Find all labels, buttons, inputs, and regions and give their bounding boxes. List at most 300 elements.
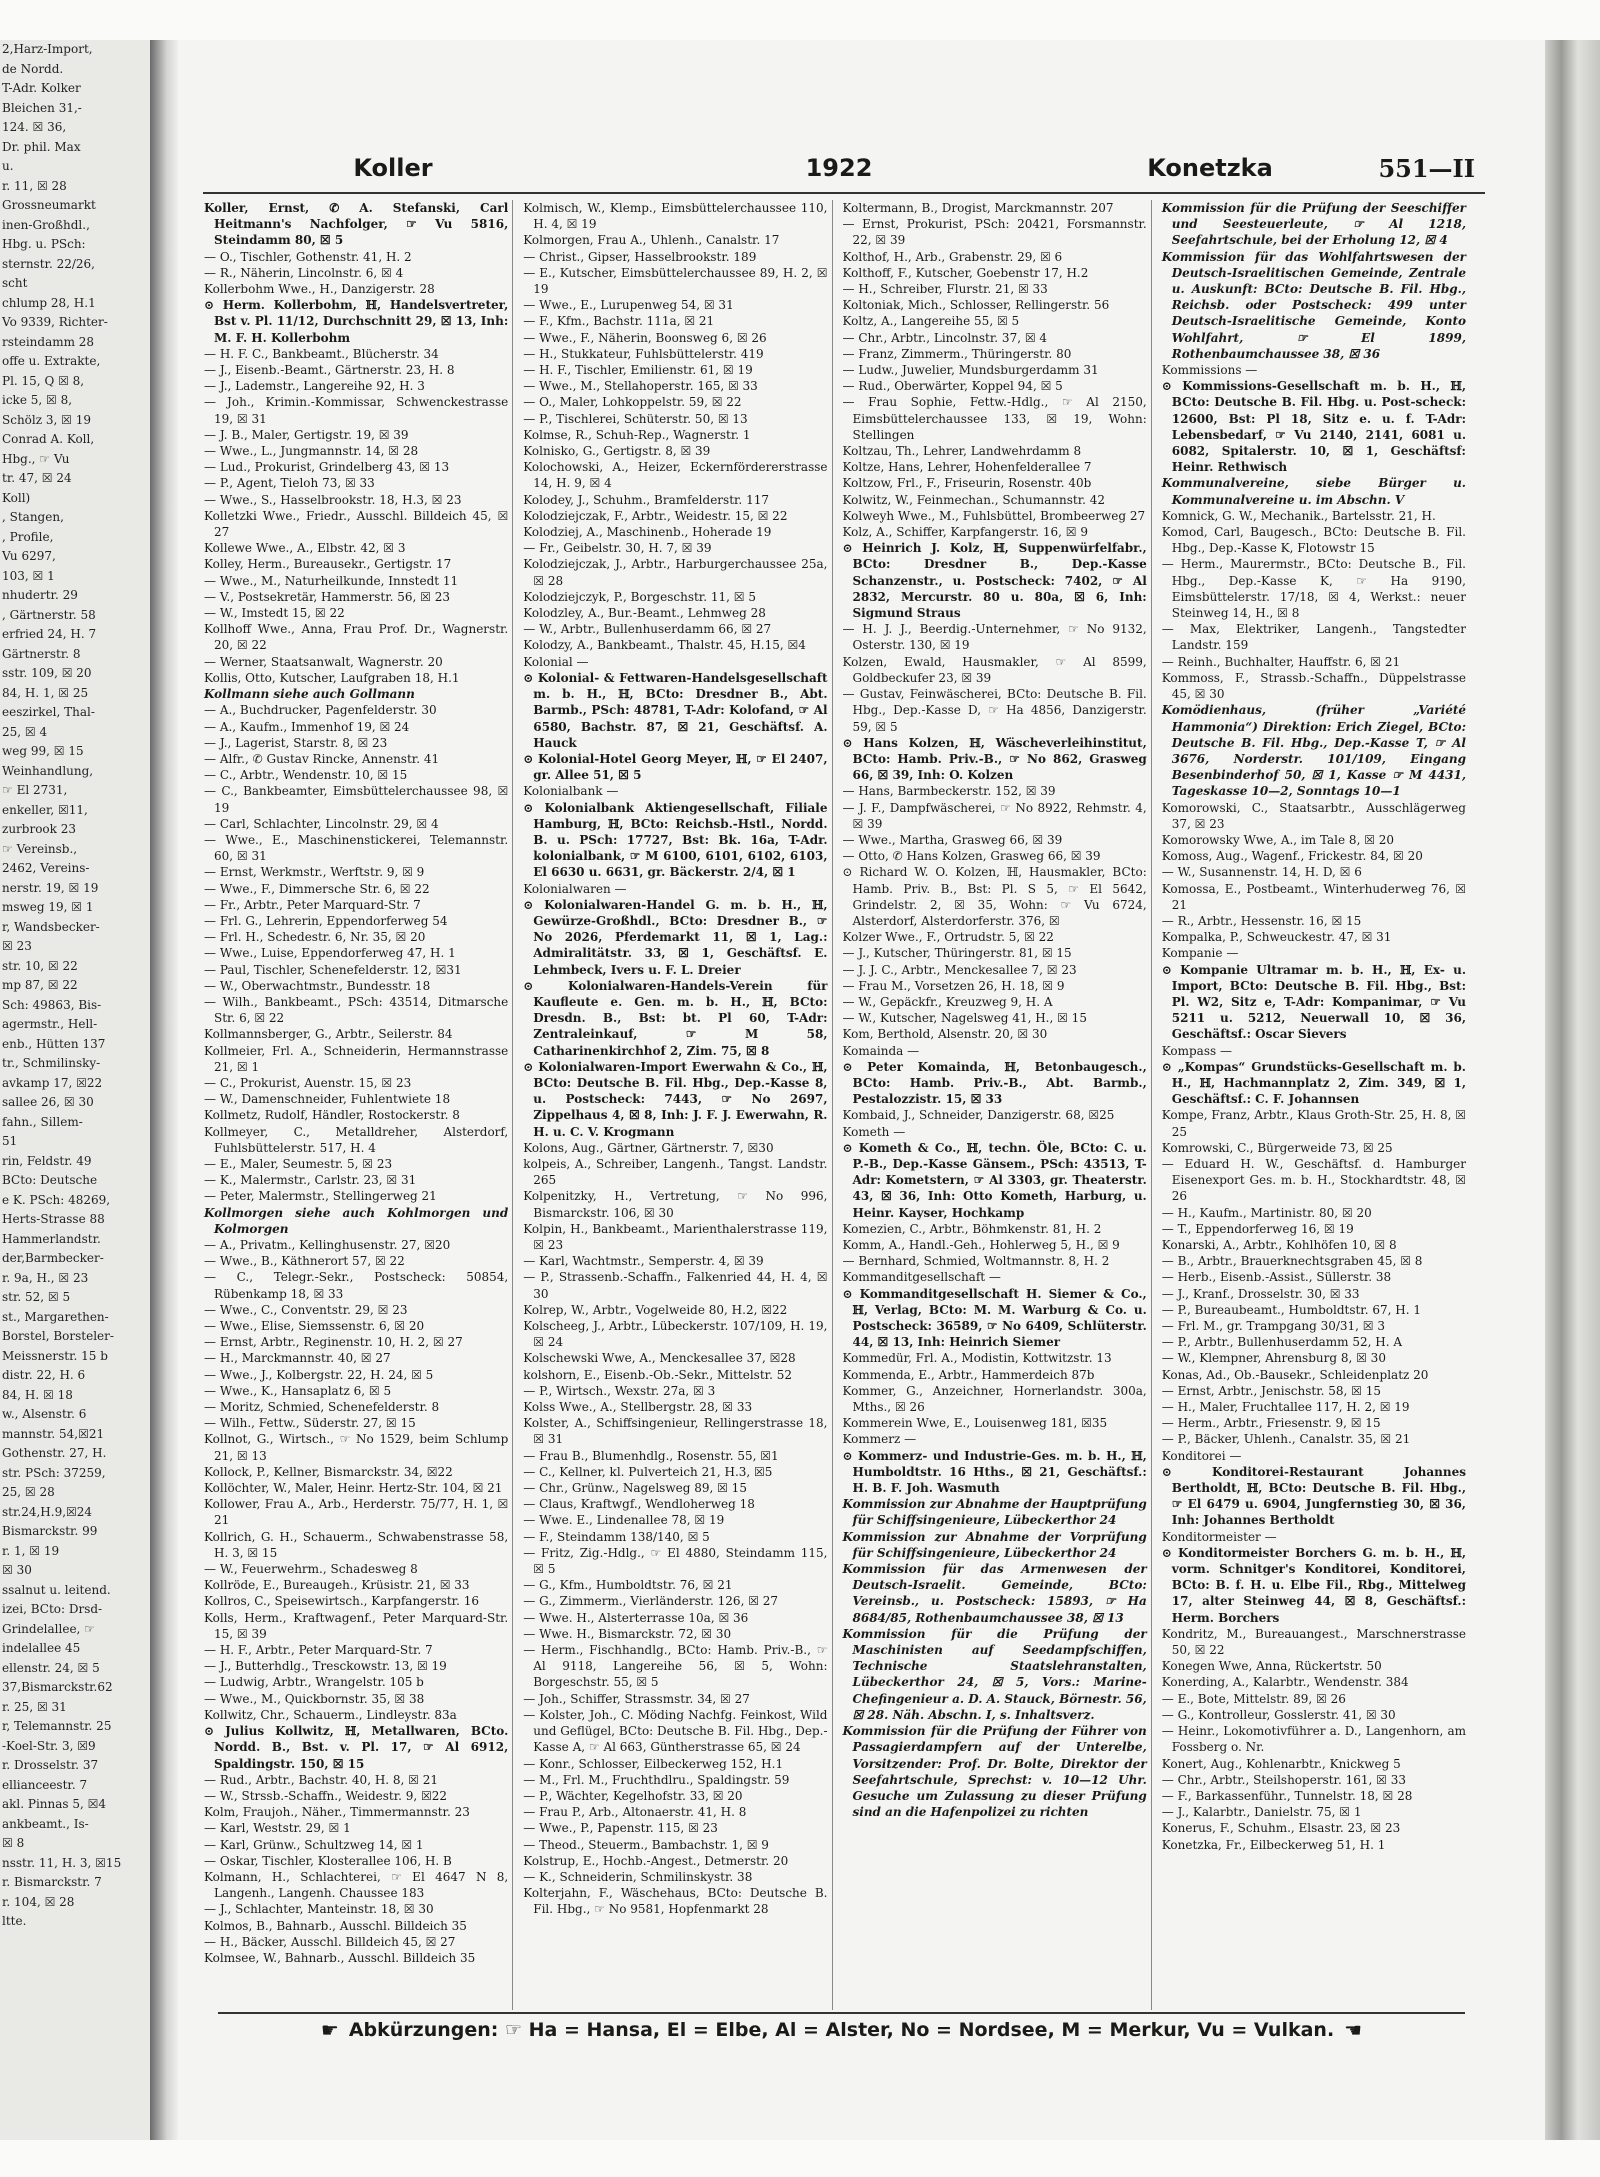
fragment-line: Sch: 49863, Bis- [2,997,102,1012]
directory-entry: Koltz, A., Langereihe 55, ☒ 5 [842,314,1020,329]
directory-entry: ⊙ Kolonialwaren-Handels-Verein für Kaufleute e. Gen. m. b. H., ℍ, BCto: Dresdn. B., Bst: bt. Pl 60, T-Adr: Zentraleinkauf, ☞ M 58, Catharinenkirchhof 2, Zim. 75, ☒ 8 [523,978,828,1058]
directory-entry: Komossa, E., Postbeamt., Winterhuderweg 76, ☒ 21 [1161,881,1466,912]
directory-entry: — R., Näherin, Lincolnstr. 6, ☒ 4 [204,265,404,280]
fragment-line: r. 25, ☒ 31 [2,1699,67,1714]
directory-entry: — Frl. H., Schedestr. 6, Nr. 35, ☒ 20 [204,930,426,945]
fragment-line: mannstr. 54,☒21 [2,1426,105,1441]
directory-entry: — Moritz, Schmied, Schenefelderstr. 8 [204,1400,440,1415]
directory-entry: Kollerbohm Wwe., H., Danzigerstr. 28 [204,282,435,297]
book-gutter [150,40,178,2140]
fragment-line: nerstr. 19, ☒ 19 [2,880,99,895]
fragment-line: sternstr. 22/26, [2,256,95,271]
directory-entry: — Wwe., B., Käthnerort 57, ☒ 22 [204,1254,405,1269]
directory-entry: — H. J. J., Beerdig.-Unternehmer, ☞ No 9132, Osterstr. 130, ☒ 19 [842,622,1147,653]
fragment-line: 51 [2,1134,18,1148]
directory-entry: — Konr., Schlosser, Eilbeckerweg 152, H.1 [523,1756,784,1771]
directory-entry: Kolscheeg, J., Arbtr., Lübeckerstr. 107/109, H. 19, ☒ 24 [523,1319,828,1350]
directory-entry: — B., Arbtr., Brauerknechtsgraben 45, ☒ 8 [1161,1254,1423,1269]
directory-entry: Kollöchter, W., Maler, Heinr. Hertz-Str. 104, ☒ 21 [204,1481,503,1496]
directory-entry: Konerus, F., Schuhm., Elsastr. 23, ☒ 23 [1161,1821,1401,1836]
fragment-line: Vu 6297, [2,549,56,563]
directory-entry: — Wwe., F., Näherin, Boonsweg 6, ☒ 26 [523,330,767,345]
directory-entry: Kollewe Wwe., A., Elbstr. 42, ☒ 3 [204,541,406,556]
directory-entry: — Gustav, Feinwäscherei, BCto: Deutsche B. Fil. Hbg., Dep.-Kasse D, ☞ Ha 4856, Danzigerstr. 59, ☒ 5 [842,687,1147,734]
directory-entry: — V., Postsekretär, Hammerstr. 56, ☒ 23 [204,589,450,604]
fragment-line: akl. Pinnas 5, ☒4 [2,1797,107,1811]
fragment-line: T-Adr. Kolker [2,81,81,95]
directory-entry: Kolonialbank — [523,784,619,799]
directory-entry: — H. F. C., Bankbeamt., Blücherstr. 34 [204,346,439,361]
footer-abbreviations: Abkürzungen: ☞ Ha = Hansa, El = Elbe, Al = Alster, No = Nordsee, M = Merkur, Vu = Vulkan. [348,2019,1335,2041]
directory-entry: — R., Arbtr., Hessenstr. 16, ☒ 15 [1161,913,1362,928]
directory-entry: Kolrep, W., Arbtr., Vogelweide 80, H.2, ☒22 [523,1302,788,1317]
directory-entry: Koltoniak, Mich., Schlosser, Rellingerstr. 56 [842,298,1110,313]
directory-entry: Kolthof, H., Arb., Grabenstr. 29, ☒ 6 [842,249,1063,264]
directory-entry: Komoss, Aug., Wagenf., Frickestr. 84, ☒ 20 [1161,849,1423,864]
header-year: 1922 [805,154,873,182]
directory-entry: ⊙ Kolonialbank Aktiengesellschaft, Filiale Hamburg, ℍ, BCto: Reichsb.-Hstl., Nordd. B. u. PSch: 17727, Bst: Bk. 16a, T-Adr. kolonialbank, ☞ M 6100, 6101, 6102, 6103, El 6630 u. 6631, gr. Bäckerstr. 2/4, ☒ 1 [523,800,828,880]
directory-entry: Komm, A., Handl.-Geh., Hohlerweg 5, H., ☒ 9 [842,1238,1120,1252]
directory-entry: Kolodziejczyk, P., Borgeschstr. 11, ☒ 5 [523,589,756,604]
directory-entry: Kolpenitzky, H., Vertretung, ☞ No 996, Bismarckstr. 106, ☒ 30 [523,1189,828,1220]
fragment-line: BCto: Deutsche [2,1173,98,1187]
directory-entry: — Eduard H. W., Geschäftsf. d. Hamburger Eisenexport Ges. m. b. H., Stockhardtstr. 48, ☒ 26 [1161,1156,1466,1204]
fragment-line: , Profile, [2,529,54,544]
fragment-line: ☞ Vereinsb., [2,841,78,856]
directory-entry: — P., Tischlerei, Schüterstr. 50, ☒ 13 [523,411,748,426]
directory-entry: — Chr., Grünw., Nagelsweg 89, ☒ 15 [523,1481,747,1496]
fragment-line: 37,Bismarckstr.62 [2,1680,113,1694]
directory-entry: — Otto, ✆ Hans Kolzen, Grasweg 66, ☒ 39 [842,849,1101,864]
directory-entry: Kolz, A., Schiffer, Karpfangerstr. 16, ☒ 9 [842,525,1088,540]
directory-entry: Koltzau, Th., Lehrer, Landwehrdamm 8 [842,444,1082,459]
fragment-line: ☒ 23 [2,939,32,953]
fragment-line: enb., Hütten 137 [2,1036,106,1051]
directory-entry: Kolletzki Wwe., Friedr., Ausschl. Billdeich 45, ☒ 27 [204,508,509,540]
directory-entry: — Wwe., K., Hansaplatz 6, ☒ 5 [204,1383,392,1398]
fragment-line: der,Barmbecker- [2,1251,104,1265]
directory-entry: — H. F., Arbtr., Peter Marquard-Str. 7 [204,1643,433,1658]
directory-entry: — Carl, Schlachter, Lincolnstr. 29, ☒ 4 [204,816,439,831]
directory-entry: — G., Kontrolleur, Gosslerstr. 41, ☒ 30 [1161,1707,1396,1722]
directory-entry: Kolstrup, E., Hochb.-Angest., Detmerstr. 20 [523,1853,789,1868]
directory-entry: — Ernst, Arbtr., Jenischstr. 58, ☒ 15 [1161,1383,1382,1398]
directory-entry: ⊙ Heinrich J. Kolz, ℍ, Suppenwürfelfabr., BCto: Dresdner B., Dep.-Kasse Schanzenstr., u. Postscheck: 7402, ☞ Al 2832, Mercurstr. 80 u. 80a, ☒ 6, Inh: Sigmund Straus [842,541,1147,621]
directory-entry: Koller, Ernst, ✆ A. Stefanski, Carl Heitmann's Nachfolger, ☞ Vu 5816, Steindamm 80, ☒ 5 [204,201,509,248]
directory-entry: Kolodzley, A., Bur.-Beamt., Lehmweg 28 [523,606,766,621]
fragment-line: rsteindamm 28 [2,334,95,349]
directory-entry: — F., Barkassenführ., Tunnelstr. 18, ☒ 28 [1161,1788,1413,1803]
directory-entry: Konditorei — [1161,1448,1242,1463]
fragment-line: ankbeamt., Is- [2,1816,89,1831]
column-1 [200,200,513,2010]
directory-entry: — G., Zimmerm., Vierländerstr. 126, ☒ 27 [523,1594,779,1609]
directory-entry: — Heinr., Lokomotivführer a. D., Langenhorn, am Fossberg o. Nr. [1161,1724,1466,1755]
directory-entry: Kommission für die Prüfung der Führer von Passagierdampfern auf der Unterelbe, Vorsitzender: Prof. Dr. Bolte, Direktor der Seefahrtschule, Sprechst: v. 10—12 Uhr. Gesuche um Zulassung zu dieser Prüfung sind an die Hafenpolizei zu richten [842,1724,1147,1820]
directory-entry: Kommunalvereine, siebe Bürger u. Kommunalvereine u. im Abschn. V [1161,476,1466,507]
directory-entry: — J., Kalarbtr., Danielstr. 75, ☒ 1 [1161,1805,1362,1820]
directory-entry: Kolodziejczak, J., Arbtr., Harburgerchaussee 25a, ☒ 28 [523,557,828,588]
directory-entry: — C., Kellner, kl. Pulverteich 21, H.3, ☒5 [523,1464,773,1479]
header-right-keyword: Konetzka [1147,154,1273,182]
directory-entry: — Reinh., Buchhalter, Hauffstr. 6, ☒ 21 [1161,654,1401,669]
directory-entry: — Kolster, Joh., C. Möding Nachfg. Feinkost, Wild und Geflügel, BCto: Deutsche B. Fil. Hbg., Dep.-Kasse A, ☞ Al 663, Güntherstrasse 65, ☒ 24 [523,1707,828,1755]
directory-entry: — G., Kfm., Humboldtstr. 76, ☒ 21 [523,1578,733,1593]
directory-entry: — Karl, Weststr. 29, ☒ 1 [204,1821,351,1836]
fragment-line: Conrad A. Koll, [2,432,95,446]
fragment-line: ellenstr. 24, ☒ 5 [2,1660,100,1675]
directory-entry: — A., Privatm., Kellinghusenstr. 27, ☒20 [204,1238,451,1252]
fragment-line: 25, ☒ 28 [2,1485,55,1499]
fragment-line: zurbrook 23 [2,822,77,836]
directory-entry: Kolterjahn, F., Wäschehaus, BCto: Deutsche B. Fil. Hbg., ☞ No 9581, Hopfenmarkt 28 [523,1886,828,1917]
directory-entry: Kommission für die Prüfung der Seeschiffer und Seesteuerleute, ☞ Al 1218, Seefahrtschule, bei der Erholung 12, ☒ 4 [1161,201,1466,248]
directory-entry: — Peter, Malermstr., Stellingerweg 21 [204,1189,437,1204]
directory-entry: — H., Kaufm., Martinistr. 80, ☒ 20 [1161,1205,1372,1220]
directory-entry: Kolweyh Wwe., M., Fuhlsbüttel, Brombeerweg 27 [842,508,1146,523]
directory-entry: — Theod., Steuerm., Bambachstr. 1, ☒ 9 [523,1837,769,1852]
directory-entry: Kollmetz, Rudolf, Händler, Rostockerstr. 8 [204,1108,460,1123]
fragment-line: sallee 26, ☒ 30 [2,1095,94,1109]
fragment-line: , Stangen, [2,510,64,524]
directory-entry: — Frau Sophie, Fettw.-Hdlg., ☞ Al 2150, Eimsbüttelerchaussee 133, ☒ 19, Wohn: Stellingen [842,395,1147,442]
directory-entry: — Wilh., Fettw., Süderstr. 27, ☒ 15 [204,1416,416,1431]
fragment-line: fahn., Sillem- [2,1114,83,1129]
directory-entry: — Karl, Grünw., Schultzweg 14, ☒ 1 [204,1837,424,1852]
directory-entry: — Wwe., M., Stellahoperstr. 165, ☒ 33 [523,379,758,394]
directory-entry: — Wwe., J., Kolbergstr. 22, H. 24, ☒ 5 [204,1367,434,1382]
directory-entry: — Rud., Oberwärter, Koppel 94, ☒ 5 [842,379,1063,394]
directory-entry: — Frau P., Arb., Altonaerstr. 41, H. 8 [523,1805,747,1820]
fragment-line: offe u. Extrakte, [2,354,101,368]
fragment-line: , Gärtnerstr. 58 [2,607,96,622]
directory-entry: ⊙ Kolonial-Hotel Georg Meyer, ℍ, ☞ El 2407, gr. Allee 51, ☒ 5 [523,751,828,783]
directory-entry: — Joh., Schiffer, Strassmstr. 34, ☒ 27 [523,1691,750,1706]
directory-entry: Konetzka, Fr., Eilbeckerweg 51, H. 1 [1161,1837,1386,1852]
directory-entry: Komorowski, C., Staatsarbtr., Ausschlägerweg 37, ☒ 23 [1161,800,1466,831]
directory-entry: Kolodey, J., Schuhm., Bramfelderstr. 117 [523,492,769,507]
fragment-line: 25, ☒ 4 [2,724,48,739]
directory-entry: — Wwe., M., Quickbornstr. 35, ☒ 38 [204,1691,425,1706]
directory-entry: — K., Schneiderin, Schmilinskystr. 38 [523,1869,753,1884]
directory-entry: Kolonial — [523,654,589,669]
directory-entry: Komödienhaus, (früher „Variété Hammonia“) Direktion: Erich Ziegel, BCto: Deutsche B. Fil. Hbg., Dep.-Kasse T, ☞ Al 3676, Norderstr. 101/109, Eingang Besenbinderhof 50, ☒ 1, Kasse ☞ M 4431, Tageskasse 10—2, Sonntags 10—1 [1161,703,1466,799]
directory-entry: — Chr., Arbtr., Steilshoperstr. 161, ☒ 33 [1161,1772,1406,1787]
pointing-hand-left-icon: ☛ [320,2018,339,2042]
directory-entry: — Herm., Arbtr., Friesenstr. 9, ☒ 15 [1161,1416,1381,1431]
directory-entry: — P., Arbtr., Bullenhuserdamm 52, H. A [1161,1335,1402,1350]
directory-entry: Kolss Wwe., A., Stellbergstr. 28, ☒ 33 [523,1400,753,1415]
fragment-line: r. Bismarckstr. 7 [2,1875,102,1889]
directory-entry: Kollnot, G., Wirtsch., ☞ No 1529, beim Schlump 21, ☒ 13 [204,1432,509,1463]
fragment-line: str. 52, ☒ 5 [2,1290,71,1304]
directory-entry: — Wwe., Elise, Siemssenstr. 6, ☒ 20 [204,1319,425,1334]
fragment-line: r. 1, ☒ 19 [2,1543,60,1558]
directory-entry: — Herm., Fischhandlg., BCto: Hamb. Priv.-B., ☞ Al 9118, Langereihe 56, ☒ 5, Wohn: Borgeschstr. 55, ☒ 5 [523,1643,828,1690]
directory-entry: Kommoss, F., Strassb.-Schaffn., Düppelstrasse 45, ☒ 30 [1161,670,1466,702]
directory-entry: Kolls, Herm., Kraftwagenf., Peter Marquard-Str. 15, ☒ 39 [204,1610,509,1641]
directory-entry: Kompanie — [1161,946,1239,961]
directory-entry: Kommenda, E., Arbtr., Hammerdeich 87b [842,1367,1095,1382]
fragment-line: r, Telemannstr. 25 [2,1719,112,1733]
fragment-line: Bleichen 31,- [2,100,82,115]
directory-entry: Kollhoff Wwe., Anna, Frau Prof. Dr., Wagnerstr. 20, ☒ 22 [204,622,509,653]
directory-entry: kolpeis, A., Schreiber, Langenh., Tangst. Landstr. 265 [523,1156,828,1188]
fragment-line: Vo 9339, Richter- [2,315,108,329]
directory-entry: Kolwitz, W., Feinmechan., Schumannstr. 42 [842,492,1106,507]
directory-entry: ⊙ Kolonial- & Fettwaren-Handelsgesellschaft m. b. H., ℍ, BCto: Dresdner B., Abt. Barmb., PSch: 48781, T-Adr: Kolofand, ☞ Al 6580, Bachstr. 87, ☒ 21, Geschäftsf. A. Hauck [523,670,828,750]
directory-entry: — Max, Elektriker, Langenh., Tangstedter Landstr. 159 [1161,622,1466,653]
fragment-line: inen-Großhdl., [2,217,90,232]
fragment-line: ltte. [2,1914,27,1928]
fragment-line: e K. PSch: 48269, [2,1192,111,1207]
directory-entry: — Chr., Arbtr., Lincolnstr. 37, ☒ 4 [842,330,1048,345]
directory-entry: — W., Susannenstr. 14, H. D, ☒ 6 [1161,865,1362,880]
fragment-line: distr. 22, H. 6 [2,1368,86,1382]
directory-entry: Kolons, Aug., Gärtner, Gärtnerstr. 7, ☒30 [523,1140,774,1155]
fragment-line: rin, Feldstr. 49 [2,1153,92,1168]
fragment-line: u. [2,159,14,173]
directory-entry: Kolodzy, A., Bankbeamt., Thalstr. 45, H.15, ☒4 [523,638,806,653]
directory-entry: Kommission zur Abnahme der Hauptprüfung für Schiffsingenieure, Lübeckerthor 24 [842,1497,1147,1528]
directory-entry: — Lud., Prokurist, Grindelberg 43, ☒ 13 [204,460,450,475]
fragment-line: 124. ☒ 36, [2,120,67,134]
directory-entry: — Fr., Geibelstr. 30, H. 7, ☒ 39 [523,541,712,556]
directory-entry: Kollock, P., Kellner, Bismarckstr. 34, ☒22 [204,1464,453,1479]
directory-entry: Kolonialwaren — [523,881,627,896]
directory-entry: — K., Malermstr., Carlstr. 23, ☒ 31 [204,1173,417,1188]
fragment-line: weg 99, ☒ 15 [2,744,84,758]
directory-entry: — Ernst, Werkmstr., Werftstr. 9, ☒ 9 [204,865,425,880]
fragment-line: r. Drosselstr. 37 [2,1758,99,1772]
directory-entry: — A., Kaufm., Immenhof 19, ☒ 24 [204,719,410,734]
directory-entry: ⊙ Herm. Kollerbohm, ℍ, Handelsvertreter, Bst v. Pl. 11/12, Durchschnitt 29, ☒ 13, Inh: M. F. H. Kollerbohm [204,298,509,345]
fragment-line: ☞ El 2731, [2,783,68,797]
fragment-line: chlump 28, H.1 [2,295,96,310]
fragment-line: tr., Schmilinsky- [2,1056,101,1070]
fragment-line: 2462, Vereins- [2,861,90,875]
directory-entry: — Wilh., Bankbeamt., PSch: 43514, Ditmarsche Str. 6, ☒ 22 [204,994,509,1026]
fragment-line: Gothenstr. 27, H. [2,1446,107,1460]
directory-entry: Komainda — [842,1043,920,1058]
directory-entry: ⊙ Konditorei-Restaurant Johannes Bertholdt, ℍ, BCto: Deutsche B. Fil. Hbg., ☞ El 6479 u. 6904, Jungfernstieg 30, ☒ 36, Inh: Johannes Bertholdt [1161,1464,1466,1528]
fragment-line: Bismarckstr. 99 [2,1524,98,1538]
header-left-keyword: Koller [353,154,433,182]
directory-entry: Kolmorgen, Frau A., Uhlenh., Canalstr. 17 [523,233,780,248]
directory-entry: — P., Strassenb.-Schaffn., Falkenried 44, H. 4, ☒ 30 [523,1270,828,1301]
directory-entry: — Fritz, Zig.-Hdlg., ☞ El 4880, Steindamm 115, ☒ 5 [523,1545,828,1577]
directory-entry: Koltze, Hans, Lehrer, Hohenfelderallee 7 [842,460,1092,475]
entry-columns [200,200,1470,2010]
directory-entry: Koltzow, Frl., F., Friseurin, Rosenstr. 40b [842,476,1092,491]
directory-entry: — H., Stukkateur, Fuhlsbüttelerstr. 419 [523,346,764,361]
column-3 [839,200,1152,2010]
directory-entry: — P., Agent, Tieloh 73, ☒ 33 [204,476,375,491]
directory-entry: — J., Eisenb.-Beamt., Gärtnerstr. 23, H. 8 [204,363,455,378]
fragment-line: Pl. 15, Q ☒ 8, [2,373,85,388]
directory-entry: — F., Steindamm 138/140, ☒ 5 [523,1529,710,1544]
directory-entry: Kolley, Herm., Bureausekr., Gertigstr. 17 [204,557,452,572]
directory-entry: Kometh — [842,1124,906,1139]
fragment-line: Koll) [2,490,31,505]
fragment-line: scht [2,276,28,290]
directory-entry: ⊙ Richard W. O. Kolzen, ℍ, Hausmakler, BCto: Hamb. Priv. B., Bst: Pl. S 5, ☞ El 5642, Grindelstr. 2, ☒ 35, Wohn: ☞ Vu 6724, Alsterdorf, Alsterdorferstr. 376, ☒ [842,865,1147,928]
fragment-line: Schölz 3, ☒ 19 [2,412,91,427]
fragment-line: Weinhandlung, [2,763,94,778]
directory-entry: — Wwe., F., Dimmersche Str. 6, ☒ 22 [204,881,430,896]
directory-entry: — W., Klempner, Ahrensburg 8, ☒ 30 [1161,1351,1386,1366]
fragment-line: str.24,H.9,☒24 [2,1504,93,1519]
directory-entry: ⊙ Julius Kollwitz, ℍ, Metallwaren, BCto. Nordd. B., Bst. v. Pl. 17, ☞ Al 6912, Spaldingstr. 150, ☒ 15 [204,1724,509,1771]
fragment-line: 2,Harz-Import, [2,42,93,56]
fragment-line: enkeller, ☒11, [2,802,88,817]
directory-entry: — T., Eppendorferweg 16, ☒ 19 [1161,1221,1354,1236]
fragment-line: sstr. 109, ☒ 20 [2,666,92,680]
directory-entry: Kollower, Frau A., Arb., Herderstr. 75/77, H. 1, ☒ 21 [204,1497,509,1528]
fragment-line: mp 87, ☒ 22 [2,978,78,992]
directory-entry: Kommission für die Prüfung der Maschinisten auf Seedampfschiffen, Technische Staatslehranstalten, Lübeckerthor 24, ☒ 5, Vors.: Marine-Chefingenieur a. D. A. Stauck, Börnestr. 56, ☒ 28. Näh. Abschn. I, s. Inhaltsverz. [842,1626,1147,1722]
directory-entry: ⊙ Peter Komainda, ℍ, Betonbaugesch., BCto: Hamb. Priv.-B., Abt. Barmb., Pestalozzistr. 15, ☒ 33 [842,1059,1147,1107]
fragment-line: r. 11, ☒ 28 [2,178,67,193]
directory-entry: — C., Bankbeamter, Eimsbüttelerchaussee 98, ☒ 19 [204,784,509,815]
directory-entry: — P., Wächter, Kegelhofstr. 33, ☒ 20 [523,1788,743,1803]
directory-entry: Kom, Berthold, Alsenstr. 20, ☒ 30 [842,1027,1048,1042]
directory-entry: — Hans, Barmbeckerstr. 152, ☒ 39 [842,784,1056,799]
directory-entry: Kolthoff, F., Kutscher, Goebenstr 17, H.2 [842,265,1089,280]
directory-entry: — Wwe., E., Maschinenstickerei, Telemannstr. 60, ☒ 31 [204,832,509,864]
directory-entry: — Frl. M., gr. Trampgang 30/31, ☒ 3 [1161,1319,1385,1334]
directory-entry: — Christ., Gipser, Hasselbrookstr. 189 [523,249,757,264]
directory-entry: — Frl. G., Lehrerin, Eppendorferweg 54 [204,913,448,928]
fragment-line: ellianceestr. 7 [2,1777,88,1792]
directory-entry: — Frau B., Blumenhdlg., Rosenstr. 55, ☒1 [523,1448,779,1463]
fragment-line: 103, ☒ 1 [2,568,55,583]
directory-entry: Kollröde, E., Bureaugeh., Krüsistr. 21, ☒ 33 [204,1578,470,1593]
directory-entry: — W., Gepäckfr., Kreuzweg 9, H. A [842,994,1053,1009]
fragment-line: Hbg., ☞ Vu [2,451,70,466]
directory-entry: Kommission für das Armenwesen der Deutsch-Israelit. Gemeinde, BCto: Vereinsb., u. Postscheck: 15893, ☞ Ha 8684/85, Rothenbaumchaussee 38, ☒ 13 [842,1562,1147,1625]
directory-entry: Kolmse, R., Schuh-Rep., Wagnerstr. 1 [523,427,751,442]
directory-entry: Kondritz, M., Bureauangest., Marschnerstrasse 50, ☒ 22 [1161,1626,1466,1658]
fragment-line: ssalnut u. leitend. [2,1582,111,1597]
fragment-line: icke 5, ☒ 8, [2,393,73,407]
fragment-line: Hbg. u. PSch: [2,237,86,251]
directory-entry: — W., Kutscher, Nagelsweg 41, H., ☒ 15 [842,1011,1087,1026]
directory-entry: — E., Kutscher, Eimsbüttelerchaussee 89, H. 2, ☒ 19 [523,265,828,297]
directory-entry: — Ernst, Arbtr., Reginenstr. 10, H. 2, ☒ 27 [204,1335,463,1350]
directory-entry: Komnick, G. W., Mechanik., Bartelsstr. 21, H. [1161,508,1436,523]
directory-entry: Kollmann siehe auch Gollmann [204,687,415,702]
directory-entry: — Ernst, Prokurist, PSch: 20421, Forsmannstr. 22, ☒ 39 [842,217,1147,248]
directory-entry: Kommerein Wwe, E., Louisenweg 181, ☒35 [842,1416,1108,1431]
abbreviation-footer [218,2012,1465,2046]
directory-entry: Konas, Ad., Ob.-Bausekr., Schleidenplatz 20 [1161,1367,1429,1382]
directory-entry: Kolster, A., Schiffsingenieur, Rellingerstrasse 18, ☒ 31 [523,1416,828,1447]
fragment-line: Herts-Strasse 88 [2,1212,105,1226]
directory-entry: ⊙ Kometh & Co., ℍ, techn. Öle, BCto: C. u. P.-B., Dep.-Kasse Gänsem., PSch: 43513, T-Adr: Kometstern, ☞ Al 3303, gr. Theaterstr. 43, ☒ 36, Inh: Otto Kometh, Harburg, u. Heinr. Kayser, Hochkamp [842,1140,1147,1220]
fragment-line: ☒ 30 [2,1563,32,1577]
directory-entry: Kollros, C., Speisewirtsch., Karpfangerstr. 16 [204,1594,479,1609]
directory-entry: Kolzen, Ewald, Hausmakler, ☞ Al 8599, Goldbeckufer 23, ☒ 39 [842,654,1147,685]
directory-entry: — Ludw., Juwelier, Mundsburgerdamm 31 [842,363,1099,378]
directory-entry: — Wwe., Martha, Grasweg 66, ☒ 39 [842,832,1063,847]
fragment-line: Grossneumarkt [2,198,96,212]
fragment-line: eeszirkel, Thal- [2,705,95,719]
directory-entry: Kommission zur Abnahme der Vorprüfung für Schiffsingenieure, Lübeckerthor 24 [842,1529,1147,1560]
directory-entry: — O., Tischler, Gothenstr. 41, H. 2 [204,249,412,264]
directory-entry: Kommanditgesellschaft — [842,1270,1001,1285]
directory-entry: — C., Telegr.-Sekr., Postscheck: 50854, Rübenkamp 18, ☒ 33 [204,1270,509,1301]
directory-entry: Kollmannsberger, G., Arbtr., Seilerstr. 84 [204,1027,453,1042]
directory-entry: Kollmorgen siehe auch Kohlmorgen und Kolmorgen [204,1205,509,1236]
fragment-line: indelallee 45 [2,1641,81,1655]
directory-entry: Koltermann, B., Drogist, Marckmannstr. 207 [842,201,1114,215]
directory-entry: Kombaid, J., Schneider, Danzigerstr. 68, ☒25 [842,1108,1115,1123]
header-rule [203,192,1485,194]
directory-entry: — Fr., Arbtr., Peter Marquard-Str. 7 [204,897,421,912]
directory-entry: — P., Bäcker, Uhlenh., Canalstr. 35, ☒ 21 [1161,1432,1411,1447]
fragment-line: r. 9a, H., ☒ 23 [2,1270,89,1285]
directory-entry: Komod, Carl, Baugesch., BCto: Deutsche B. Fil. Hbg., Dep.-Kasse K, Flotowstr 15 [1161,525,1466,556]
directory-entry: ⊙ Kolonialwaren-Import Ewerwahn & Co., ℍ, BCto: Deutsche B. Fil. Hbg., Dep.-Kasse 8, u. Postscheck: 7443, ☞ No 2697, Zippelhaus 4, ☒ 8, Inh: J. F. J. Ewerwahn, R. H. u. C. V. Krogmann [523,1059,828,1139]
directory-entry: ⊙ Konditormeister Borchers G. m. b. H., ℍ, vorm. Schnitger's Konditorei, Konditorei, BCto: B. f. H. u. Elbe Fil., Rbg., Mittelweg 17, alter Steinweg 44, ☒ 8, Geschäftsf.: Herm. Borchers [1161,1545,1466,1625]
pointing-hand-right-icon: ☚ [1344,2018,1363,2042]
directory-entry: — J., Schlachter, Manteinstr. 18, ☒ 30 [204,1902,434,1917]
directory-entry: — Frau M., Vorsetzen 26, H. 18, ☒ 9 [842,978,1065,993]
directory-entry: — W., Feuerwehrm., Schadesweg 8 [204,1562,418,1577]
directory-entry: Kollmeier, Frl. A., Schneiderin, Hermannstrasse 21, ☒ 1 [204,1043,509,1074]
fragment-line: Meissnerstr. 15 b [2,1348,108,1363]
fragment-line: Gärtnerstr. 8 [2,646,81,661]
directory-entry: Komorowsky Wwe, A., im Tale 8, ☒ 20 [1161,832,1395,847]
directory-entry: ⊙ Kommerz- und Industrie-Ges. m. b. H., ℍ, Humboldtstr. 16 Hths., ☒ 21, Geschäftsf.: H. B. F. Joh. Wasmuth [842,1448,1147,1496]
directory-entry: — F., Kfm., Bachstr. 111a, ☒ 21 [523,314,715,329]
fragment-line: nhudertr. 29 [2,588,78,602]
directory-entry: ⊙ Kommanditgesellschaft H. Siemer & Co., ℍ, Verlag, BCto: M. M. Warburg & Co. u. Postscheck: 36589, ☞ No 6409, Schlüterstr. 44, ☒ 13, Inh: Heinrich Siemer [842,1286,1147,1350]
directory-entry: — Rud., Arbtr., Bachstr. 40, H. 8, ☒ 21 [204,1772,439,1787]
fragment-line: Borstel, Borsteler- [2,1329,114,1343]
page-header [203,148,1475,188]
directory-entry: — Paul, Tischler, Schenefelderstr. 12, ☒31 [204,962,462,977]
directory-entry: — Oskar, Tischler, Klosterallee 106, H. B [204,1853,452,1868]
fragment-line: str. PSch: 37259, [2,1465,106,1480]
directory-entry: kolshorn, E., Eisenb.-Ob.-Sekr., Mittelstr. 52 [523,1367,792,1382]
directory-entry: — M., Frl. M., Fruchthdlru., Spaldingstr. 59 [523,1772,790,1787]
directory-entry: Kompass — [1161,1043,1232,1058]
directory-entry: — Wwe., C., Conventstr. 29, ☒ 23 [204,1302,408,1317]
directory-entry: ⊙ „Kompas“ Grundstücks-Gesellschaft m. b. H., ℍ, Hachmannplatz 2, Zim. 349, ☒ 1, Geschäftsf.: C. F. Johannsen [1161,1059,1466,1107]
directory-entry: — W., Oberwachtmstr., Bundesstr. 18 [204,978,431,993]
directory-entry: — Herm., Maurermstr., BCto: Deutsche B., Fil. Hbg., Dep.-Kasse K, ☞ Ha 9190, Eimsbüttelerstr. 17/18, ☒ 4, Werkst.: neuer Steinweg 14, H., ☒ 8 [1161,557,1466,621]
fragment-line: izei, BCto: Drsd- [2,1602,103,1616]
directory-entry: Kolmos, B., Bahnarb., Ausschl. Billdeich 35 [204,1918,467,1933]
fragment-line: msweg 19, ☒ 1 [2,900,94,914]
directory-entry: — Wwe. H., Alsterterrasse 10a, ☒ 36 [523,1610,749,1625]
directory-entry: — Franz, Zimmerm., Thüringerstr. 80 [842,346,1072,361]
directory-entry: Konegen Wwe, Anna, Rückertstr. 50 [1161,1659,1382,1674]
directory-entry: — H., Maler, Fruchtallee 117, H. 2, ☒ 19 [1161,1400,1410,1415]
directory-entry: — Bernhard, Schmied, Woltmannstr. 8, H. 2 [842,1254,1110,1269]
directory-entry: ⊙ Hans Kolzen, ℍ, Wäscheverleihinstitut, BCto: Hamb. Priv.-B., ☞ No 862, Grasweg 66, ☒ 39, Inh: O. Kolzen [842,735,1147,783]
fragment-line: str. 10, ☒ 22 [2,958,78,973]
directory-entry: — H., Bäcker, Ausschl. Billdeich 45, ☒ 27 [204,1934,456,1949]
directory-entry: — A., Buchdrucker, Pagenfelderstr. 30 [204,703,437,718]
directory-entry: — Werner, Staatsanwalt, Wagnerstr. 20 [204,654,443,669]
directory-entry: — J., Kranf., Drosselstr. 30, ☒ 33 [1161,1286,1360,1301]
fragment-line: w., Alsenstr. 6 [2,1407,87,1421]
fragment-line: Dr. phil. Max [2,139,81,154]
directory-entry: — P., Bureaubeamt., Humboldtstr. 67, H. 1 [1161,1302,1421,1317]
